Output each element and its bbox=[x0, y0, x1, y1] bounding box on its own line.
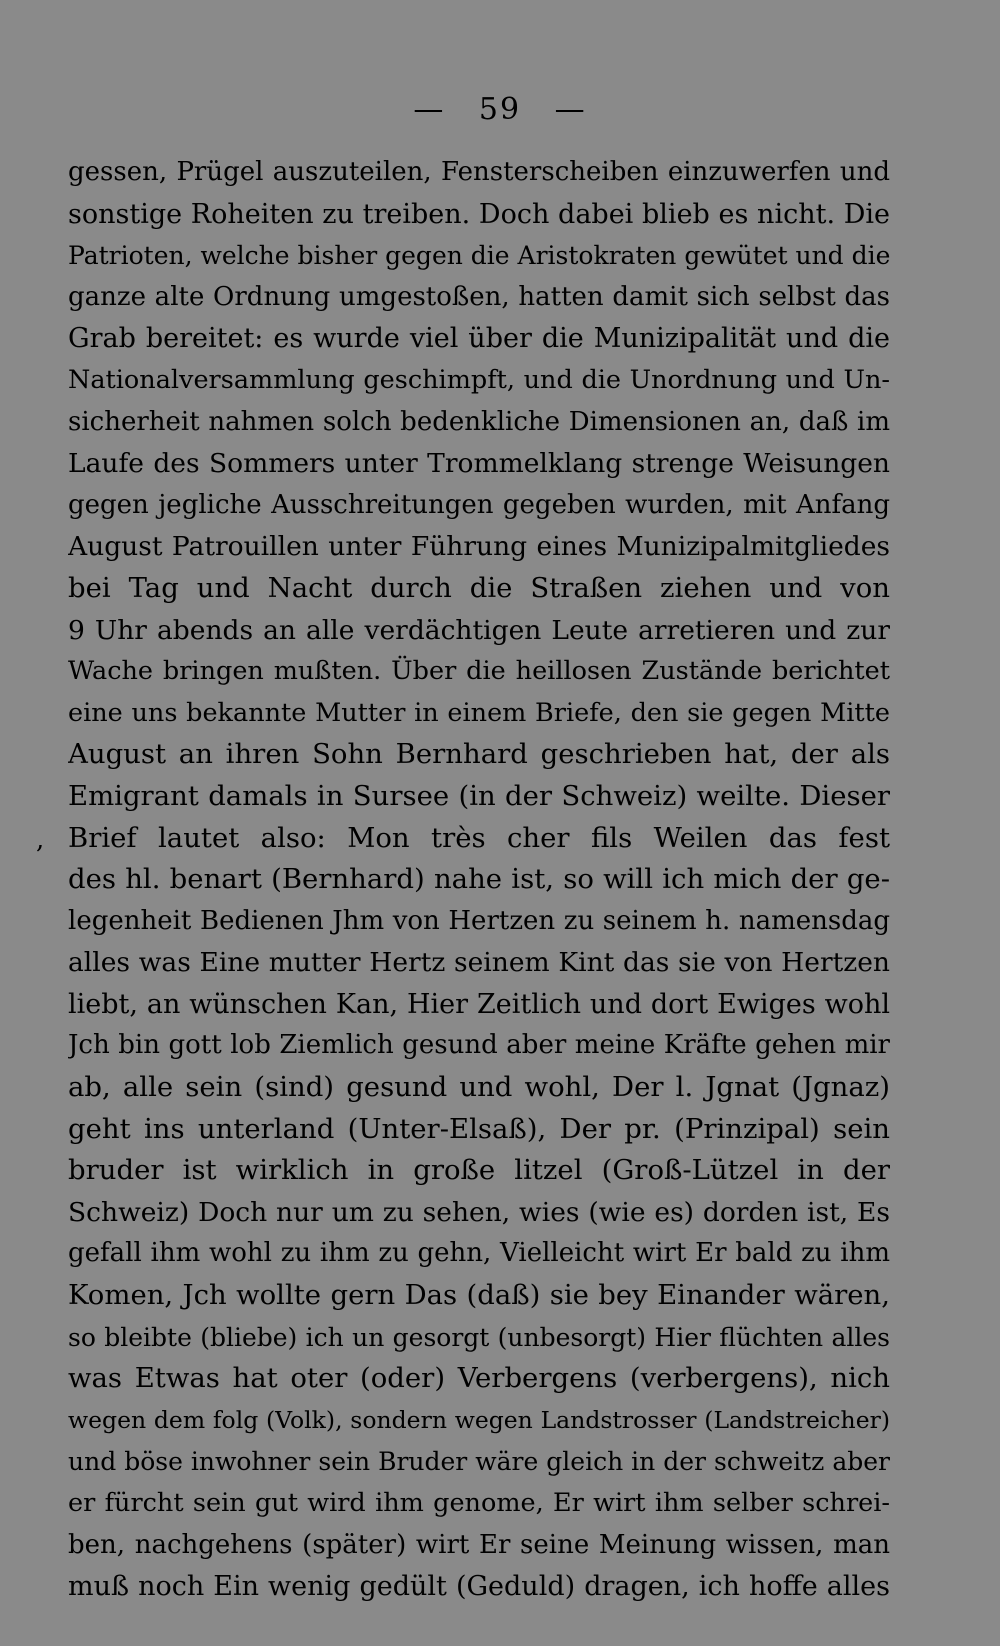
text-line: August an ihren Sohn Bernhard geschrieben hat, der als bbox=[68, 738, 890, 771]
text-line: Schweiz) Doch nur um zu sehen, wies (wie es) dorden ist, Es bbox=[68, 1196, 890, 1228]
header-dash-left: — bbox=[413, 92, 446, 127]
text-line: sonstige Roheiten zu treiben. Doch dabei blieb es nicht. Die bbox=[68, 198, 890, 230]
header-dash-right: — bbox=[554, 92, 587, 127]
text-line: 9 Uhr abends an alle verdächtigen Leute arretieren und zur bbox=[68, 614, 890, 646]
text-line: geht ins unterland (Unter-Elsaß), Der pr. (Prinzipal) sein bbox=[68, 1112, 890, 1145]
text-line: bei Tag und Nacht durch die Straßen ziehen und von bbox=[68, 571, 890, 604]
text-line: Komen, Jch wollte gern Das (daß) sie bey Einander wären, bbox=[68, 1279, 890, 1312]
text-line: eine uns bekannte Mutter in einem Briefe, den sie gegen Mitte bbox=[68, 697, 890, 728]
text-line: Patrioten, welche bisher gegen die Aristokraten gewütet und die bbox=[68, 241, 890, 271]
text-line: Nationalversammlung geschimpft, und die Unordnung und Un- bbox=[68, 364, 890, 395]
text-line: ab, alle sein (sind) gesund und wohl, Der l. Jgnat (Jgnaz) bbox=[68, 1071, 890, 1104]
text-line: gegen jegliche Ausschreitungen gegeben wurden, mit Anfang bbox=[68, 489, 890, 520]
text-line: Emigrant damals in Sursee (in der Schweiz) weilte. Dieser bbox=[68, 779, 890, 812]
text-line: August Patrouillen unter Führung eines Munizipalmitgliedes bbox=[68, 531, 890, 563]
text-line: liebt, an wünschen Kan, Hier Zeitlich und dort Ewiges wohl bbox=[68, 988, 890, 1020]
page-header bbox=[0, 92, 1000, 127]
text-line: so bleibte (bliebe) ich un gesorgt (unbesorgt) Hier flüchten alles bbox=[68, 1322, 890, 1352]
margin-mark: , bbox=[36, 825, 45, 855]
text-line: alles was Eine mutter Hertz seinem Kint das sie von Hertzen bbox=[68, 947, 890, 979]
text-line: Laufe des Sommers unter Trommelklang strenge Weisungen bbox=[68, 448, 890, 480]
text-line: des hl. benart (Bernhard) nahe ist, so will ich mich der ge- bbox=[68, 863, 890, 896]
text-line: wegen dem folg (Volk), sondern wegen Landstrosser (Landstreicher) bbox=[68, 1405, 890, 1434]
text-line: Grab bereitet: es wurde viel über die Munizipalität und die bbox=[68, 323, 890, 355]
text-line: Jch bin gott lob Ziemlich gesund aber meine Kräfte gehen mir bbox=[68, 1030, 890, 1061]
text-line: und böse inwohner sein Bruder wäre gleich in der schweitz aber bbox=[68, 1447, 890, 1477]
body-text bbox=[68, 152, 890, 1608]
text-line: sicherheit nahmen solch bedenkliche Dimensionen an, daß im bbox=[68, 406, 890, 437]
text-line: gefall ihm wohl zu ihm zu gehn, Vielleicht wirt Er bald zu ihm bbox=[68, 1238, 890, 1269]
page-number: 59 bbox=[478, 92, 522, 127]
text-line: Brief lautet also: Mon très cher fils Weilen das fest bbox=[68, 821, 890, 854]
text-line: ganze alte Ordnung umgestoßen, hatten damit sich selbst das bbox=[68, 281, 890, 312]
text-line: ben, nachgehens (später) wirt Er seine Meinung wissen, man bbox=[68, 1529, 890, 1560]
text-line: muß noch Ein wenig gedült (Geduld) dragen, ich hoffe alles bbox=[68, 1571, 890, 1603]
text-line: gessen, Prügel auszuteilen, Fensterscheiben einzuwerfen und bbox=[68, 157, 890, 187]
text-line: was Etwas hat oter (oder) Verbergens (verbergens), nich bbox=[68, 1362, 890, 1395]
text-line: er fürcht sein gut wird ihm genome, Er wirt ihm selber schrei- bbox=[68, 1488, 890, 1518]
text-line: Wache bringen mußten. Über die heillosen Zustände berichtet bbox=[68, 656, 890, 687]
text-line: legenheit Bedienen Jhm von Hertzen zu seinem h. namensdag bbox=[68, 905, 890, 936]
text-line: bruder ist wirklich in große litzel (Groß-Lützel in der bbox=[68, 1154, 890, 1187]
